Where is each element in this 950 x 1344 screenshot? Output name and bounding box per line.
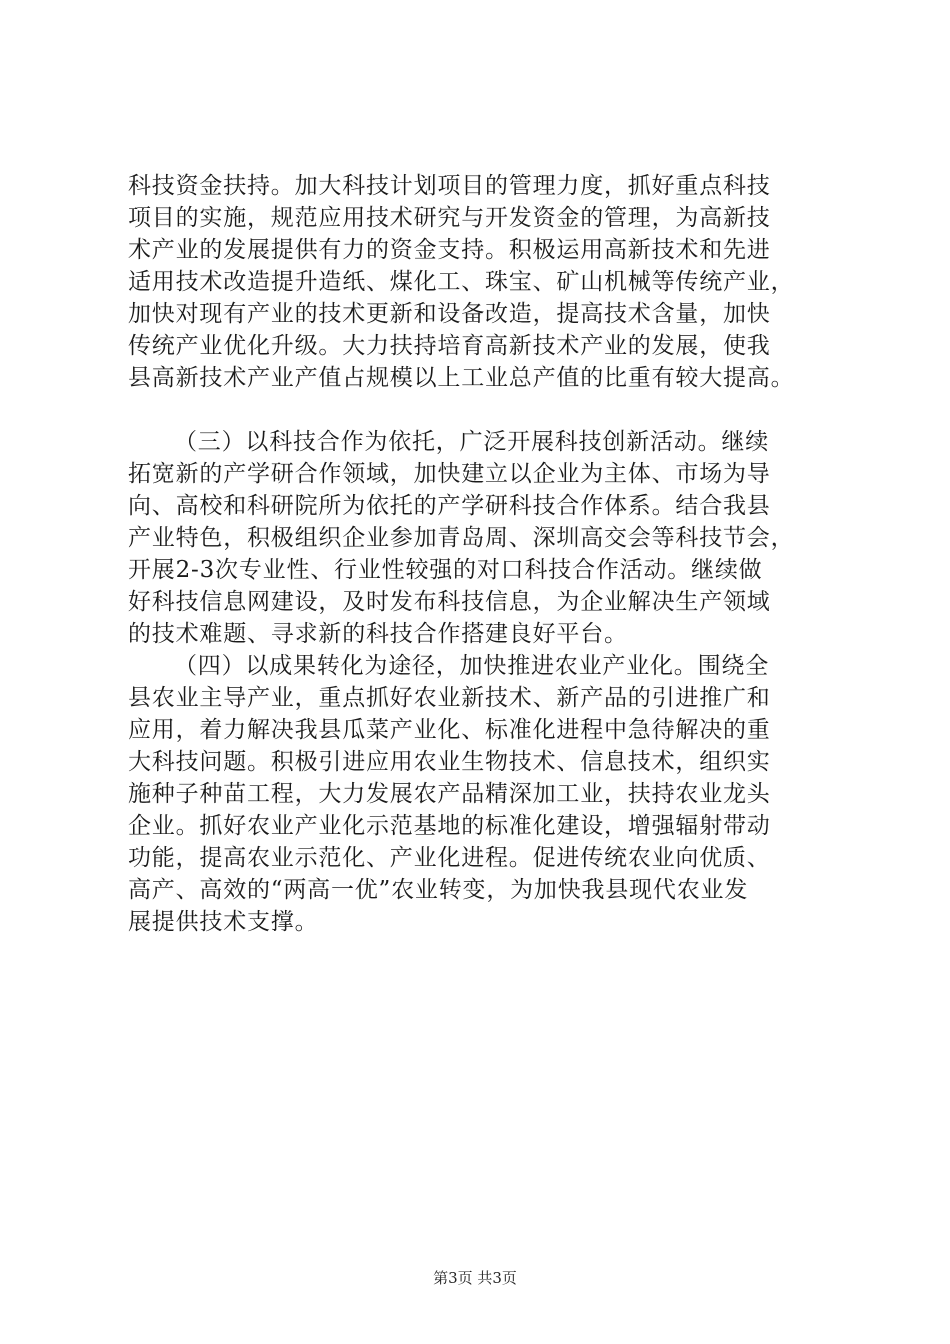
text-line: 开展2-3次专业性、行业性较强的对口科技合作活动。继续做 bbox=[128, 557, 763, 583]
text-line: 好科技信息网建设，及时发布科技信息，为企业解决生产领域 bbox=[128, 589, 771, 615]
text-line: 拓宽新的产学研合作领域，加快建立以企业为主体、市场为导 bbox=[128, 461, 771, 487]
text-line: 加快对现有产业的技术更新和设备改造，提高技术含量，加快 bbox=[128, 301, 771, 327]
text-line: 施种子种苗工程，大力发展农产品精深加工业，扶持农业龙头 bbox=[128, 781, 771, 807]
text-line: 县高新技术产业产值占规模以上工业总产值的比重有较大提高。 bbox=[128, 365, 795, 391]
text-line: 应用，着力解决我县瓜菜产业化、标准化进程中急待解决的重 bbox=[128, 717, 771, 743]
text-line: 传统产业优化升级。大力扶持培育高新技术产业的发展，使我 bbox=[128, 333, 771, 359]
page-footer bbox=[0, 1268, 950, 1288]
text-line: 县农业主导产业，重点抓好农业新技术、新产品的引进推广和 bbox=[128, 685, 771, 711]
page-number-label: 第3页 共3页 bbox=[433, 1269, 517, 1287]
text-line: 功能，提高农业示范化、产业化进程。促进传统农业向优质、 bbox=[128, 845, 771, 871]
text-line: 向、高校和科研院所为依托的产学研科技合作体系。结合我县 bbox=[128, 493, 771, 519]
paragraph-spacer bbox=[128, 394, 840, 426]
document-body bbox=[128, 170, 840, 938]
text-line: 科技资金扶持。加大科技计划项目的管理力度，抓好重点科技 bbox=[128, 173, 771, 199]
paragraph-1 bbox=[128, 170, 840, 394]
text-line: 术产业的发展提供有力的资金支持。积极运用高新技术和先进 bbox=[128, 237, 771, 263]
text-line: 产业特色，积极组织企业参加青岛周、深圳高交会等科技节会， bbox=[128, 525, 795, 551]
text-line: （三）以科技合作为依托，广泛开展科技创新活动。继续 bbox=[174, 429, 769, 455]
text-line: 高产、高效的“两高一优”农业转变，为加快我县现代农业发 bbox=[128, 877, 749, 903]
paragraph-3 bbox=[128, 650, 840, 938]
text-line: 大科技问题。积极引进应用农业生物技术、信息技术，组织实 bbox=[128, 749, 771, 775]
paragraph-2 bbox=[128, 426, 840, 650]
text-line: 的技术难题、寻求新的科技合作搭建良好平台。 bbox=[128, 621, 628, 647]
text-line: （四）以成果转化为途径，加快推进农业产业化。围绕全 bbox=[174, 653, 769, 679]
text-line: 适用技术改造提升造纸、煤化工、珠宝、矿山机械等传统产业， bbox=[128, 269, 795, 295]
text-line: 项目的实施，规范应用技术研究与开发资金的管理，为高新技 bbox=[128, 205, 771, 231]
text-line: 展提供技术支撑。 bbox=[128, 909, 319, 935]
text-line: 企业。抓好农业产业化示范基地的标准化建设，增强辐射带动 bbox=[128, 813, 771, 839]
